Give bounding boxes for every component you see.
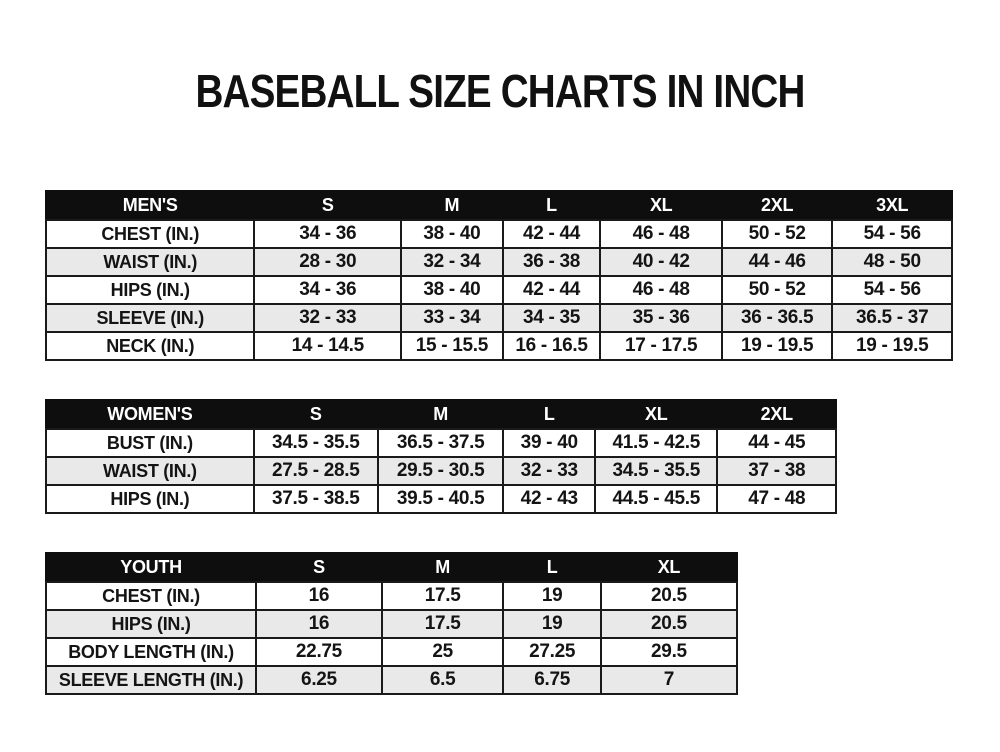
size-value-cell: 6.25 [256, 666, 382, 694]
size-value-cell: 54 - 56 [832, 276, 952, 304]
size-value-cell: 17.5 [382, 610, 504, 638]
womens-size-table [45, 399, 837, 514]
size-value-cell: 16 - 16.5 [503, 332, 601, 360]
mens-table-row [46, 304, 952, 332]
size-value-cell: 34 - 36 [254, 220, 401, 248]
size-value-cell: 19 [503, 582, 600, 610]
measurement-label: HIPS (IN.) [46, 485, 254, 513]
measurement-label: WAIST (IN.) [46, 248, 254, 276]
youth-table-row [46, 638, 737, 666]
size-value-cell: 7 [601, 666, 737, 694]
mens-size-header-cell: 3XL [832, 191, 952, 220]
mens-table-row [46, 332, 952, 360]
size-value-cell: 35 - 36 [600, 304, 721, 332]
size-value-cell: 29.5 - 30.5 [378, 457, 504, 485]
womens-size-header-cell: M [378, 400, 504, 429]
womens-size-header-cell: 2XL [717, 400, 836, 429]
size-value-cell: 33 - 34 [401, 304, 502, 332]
size-value-cell: 27.5 - 28.5 [254, 457, 378, 485]
size-value-cell: 6.5 [382, 666, 504, 694]
youth-size-table [45, 552, 738, 695]
mens-table-row [46, 220, 952, 248]
size-value-cell: 16 [256, 610, 382, 638]
measurement-label: BODY LENGTH (IN.) [46, 638, 256, 666]
size-value-cell: 27.25 [503, 638, 600, 666]
youth-size-header-cell: S [256, 553, 382, 582]
mens-header-row [46, 191, 952, 220]
mens-size-header-cell: L [503, 191, 601, 220]
womens-size-header-cell: L [503, 400, 595, 429]
youth-size-header-cell: L [503, 553, 600, 582]
size-value-cell: 25 [382, 638, 504, 666]
youth-size-header-cell: M [382, 553, 504, 582]
mens-table-row [46, 248, 952, 276]
measurement-label: NECK (IN.) [46, 332, 254, 360]
youth-size-header-cell: XL [601, 553, 737, 582]
size-value-cell: 50 - 52 [722, 276, 833, 304]
size-value-cell: 32 - 33 [254, 304, 401, 332]
measurement-label: WAIST (IN.) [46, 457, 254, 485]
measurement-label: HIPS (IN.) [46, 276, 254, 304]
size-value-cell: 20.5 [601, 582, 737, 610]
size-value-cell: 48 - 50 [832, 248, 952, 276]
womens-size-header-cell: S [254, 400, 378, 429]
womens-table-row [46, 429, 836, 457]
size-value-cell: 19 - 19.5 [832, 332, 952, 360]
womens-header-row [46, 400, 836, 429]
size-value-cell: 37.5 - 38.5 [254, 485, 378, 513]
size-value-cell: 39 - 40 [503, 429, 595, 457]
size-value-cell: 34.5 - 35.5 [595, 457, 717, 485]
mens-size-header-cell: XL [600, 191, 721, 220]
youth-table-title-cell: YOUTH [46, 553, 256, 582]
mens-table-row [46, 276, 952, 304]
size-value-cell: 39.5 - 40.5 [378, 485, 504, 513]
size-value-cell: 42 - 43 [503, 485, 595, 513]
size-value-cell: 19 - 19.5 [722, 332, 833, 360]
size-value-cell: 44 - 46 [722, 248, 833, 276]
size-value-cell: 38 - 40 [401, 276, 502, 304]
mens-size-table [45, 190, 953, 361]
measurement-label: CHEST (IN.) [46, 220, 254, 248]
size-value-cell: 54 - 56 [832, 220, 952, 248]
size-value-cell: 50 - 52 [722, 220, 833, 248]
size-value-cell: 22.75 [256, 638, 382, 666]
size-value-cell: 44.5 - 45.5 [595, 485, 717, 513]
size-value-cell: 14 - 14.5 [254, 332, 401, 360]
measurement-label: SLEEVE (IN.) [46, 304, 254, 332]
size-value-cell: 46 - 48 [600, 276, 721, 304]
size-value-cell: 37 - 38 [717, 457, 836, 485]
size-value-cell: 42 - 44 [503, 276, 601, 304]
size-value-cell: 20.5 [601, 610, 737, 638]
size-value-cell: 34 - 35 [503, 304, 601, 332]
size-value-cell: 32 - 33 [503, 457, 595, 485]
size-value-cell: 32 - 34 [401, 248, 502, 276]
measurement-label: HIPS (IN.) [46, 610, 256, 638]
mens-size-header-cell: S [254, 191, 401, 220]
measurement-label: BUST (IN.) [46, 429, 254, 457]
size-value-cell: 38 - 40 [401, 220, 502, 248]
measurement-label: SLEEVE LENGTH (IN.) [46, 666, 256, 694]
size-value-cell: 42 - 44 [503, 220, 601, 248]
size-value-cell: 46 - 48 [600, 220, 721, 248]
size-value-cell: 41.5 - 42.5 [595, 429, 717, 457]
size-value-cell: 36 - 38 [503, 248, 601, 276]
youth-table-row [46, 582, 737, 610]
size-value-cell: 19 [503, 610, 600, 638]
size-value-cell: 36 - 36.5 [722, 304, 833, 332]
size-value-cell: 36.5 - 37.5 [378, 429, 504, 457]
size-value-cell: 15 - 15.5 [401, 332, 502, 360]
size-value-cell: 47 - 48 [717, 485, 836, 513]
womens-table-title-cell: WOMEN'S [46, 400, 254, 429]
page-title: BASEBALL SIZE CHARTS IN INCH [195, 65, 805, 117]
youth-header-row [46, 553, 737, 582]
mens-size-header-cell: 2XL [722, 191, 833, 220]
size-value-cell: 34.5 - 35.5 [254, 429, 378, 457]
size-value-cell: 44 - 45 [717, 429, 836, 457]
size-value-cell: 6.75 [503, 666, 600, 694]
measurement-label: CHEST (IN.) [46, 582, 256, 610]
mens-size-header-cell: M [401, 191, 502, 220]
womens-table-row [46, 485, 836, 513]
size-value-cell: 16 [256, 582, 382, 610]
size-value-cell: 17 - 17.5 [600, 332, 721, 360]
size-value-cell: 40 - 42 [600, 248, 721, 276]
youth-table-row [46, 610, 737, 638]
mens-table-title-cell: MEN'S [46, 191, 254, 220]
youth-table-row [46, 666, 737, 694]
size-value-cell: 28 - 30 [254, 248, 401, 276]
womens-size-header-cell: XL [595, 400, 717, 429]
size-value-cell: 29.5 [601, 638, 737, 666]
size-value-cell: 34 - 36 [254, 276, 401, 304]
size-value-cell: 36.5 - 37 [832, 304, 952, 332]
womens-table-row [46, 457, 836, 485]
size-value-cell: 17.5 [382, 582, 504, 610]
